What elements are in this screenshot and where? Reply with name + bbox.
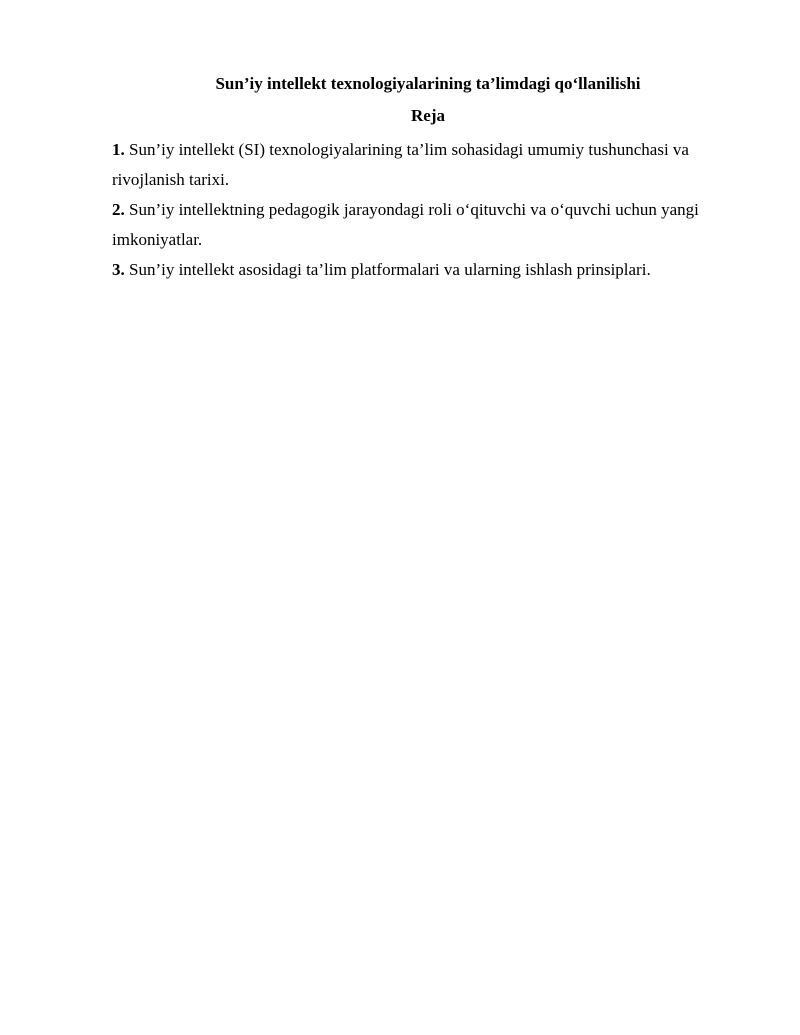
plan-item-number: 2. <box>112 200 125 219</box>
plan-item-number: 1. <box>112 140 125 159</box>
plan-item-2 <box>112 195 752 255</box>
plan-item-1 <box>112 135 752 195</box>
plan-heading: Reja <box>411 106 445 125</box>
plan-item-text: Sun’iy intellekt (SI) texnologiyalarining ta’lim sohasidagi umumiy tushunchasi va rivojlanish tarixi. <box>112 140 689 189</box>
plan-item-number: 3. <box>112 260 125 279</box>
plan-list <box>112 135 752 285</box>
plan-item-text: Sun’iy intellekt asosidagi ta’lim platformalari va ularning ishlash prinsiplari. <box>129 260 651 279</box>
plan-item-text: Sun’iy intellektning pedagogik jarayondagi roli o‘qituvchi va o‘quvchi uchun yangi imkoniyatlar. <box>112 200 699 249</box>
plan-item-3 <box>112 255 752 285</box>
document-title: Sun’iy intellekt texnologiyalarining ta’limdagi qo‘llanilishi <box>215 74 641 93</box>
